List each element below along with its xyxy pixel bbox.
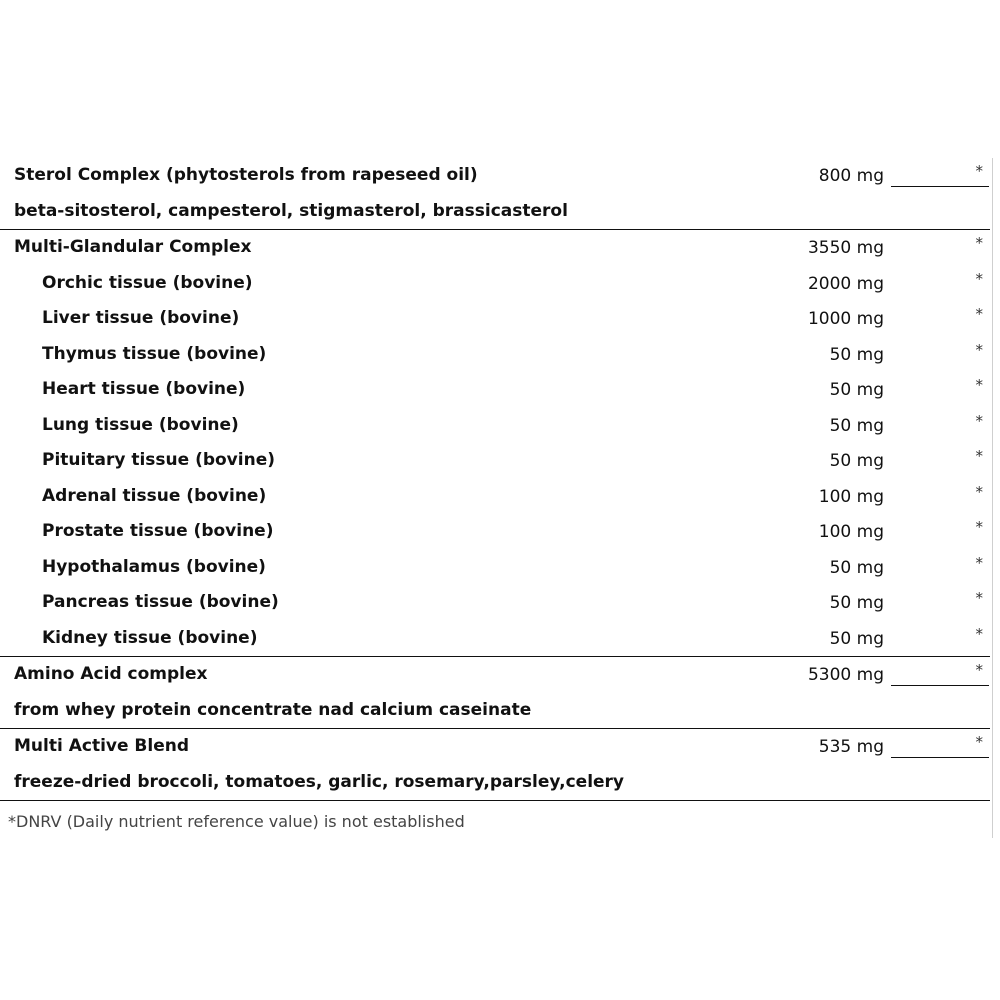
sub-ingredient-amount: 2000 mg [807, 273, 884, 294]
sub-ingredient-amount: 1000 mg [807, 309, 884, 329]
sub-ingredient-name: Pancreas tissue (bovine) [42, 592, 279, 612]
ingredient-description: beta-sitosterol, campesterol, stigmasterol, brassicasterol [14, 200, 568, 221]
ingredient-description-row [0, 194, 993, 230]
sub-ingredient-row [0, 585, 993, 621]
sub-ingredient-name: Orchic tissue (bovine) [42, 272, 253, 293]
dnrv-mark: * [975, 518, 983, 536]
sub-ingredient-row [0, 479, 993, 515]
ingredient-name: Sterol Complex (phytosterols from rapeseed oil) [14, 165, 478, 185]
ingredient-amount: 3550 mg [807, 238, 884, 258]
sub-ingredient-row [0, 372, 993, 408]
supplement-facts-table [0, 158, 993, 801]
sub-ingredient-name: Lung tissue (bovine) [42, 414, 239, 435]
dnrv-mark: * [975, 411, 983, 430]
sub-ingredient-name: Pituitary tissue (bovine) [42, 450, 275, 470]
dnrv-mark: * [975, 553, 983, 572]
sub-ingredient-name: Prostate tissue (bovine) [42, 521, 274, 541]
dnrv-mark: * [975, 447, 983, 465]
sub-ingredient-amount: 50 mg [829, 415, 884, 436]
ingredient-amount: 535 mg [818, 737, 884, 757]
dnrv-mark: * [975, 624, 983, 643]
sub-ingredient-name: Liver tissue (bovine) [42, 308, 240, 328]
dnrv-mark: * [975, 162, 983, 180]
dnrv-mark: * [975, 482, 983, 501]
ingredient-amount: 5300 mg [807, 665, 884, 685]
sub-ingredient-amount: 50 mg [829, 344, 884, 365]
ingredient-description-row [0, 693, 993, 729]
sub-ingredient-amount: 100 mg [818, 486, 884, 507]
dnrv-mark: * [975, 340, 983, 359]
ingredient-description-row [0, 765, 993, 801]
sub-ingredient-name: Heart tissue (bovine) [42, 379, 246, 399]
sub-ingredient-amount: 50 mg [829, 628, 884, 649]
dnrv-mark: * [975, 269, 983, 288]
dnrv-mark: * [975, 733, 983, 751]
value-underline [891, 685, 989, 686]
sub-ingredient-row [0, 443, 993, 479]
ingredient-amount: 800 mg [818, 166, 884, 186]
dnrv-mark: * [975, 589, 983, 607]
ingredient-description: from whey protein concentrate nad calcium caseinate [14, 699, 532, 720]
sub-ingredient-name: Thymus tissue (bovine) [42, 343, 267, 364]
sub-ingredient-amount: 50 mg [829, 557, 884, 578]
dnrv-mark: * [975, 305, 983, 323]
dnrv-mark: * [975, 376, 983, 394]
sub-ingredient-name: Kidney tissue (bovine) [42, 627, 258, 648]
sub-ingredient-row [0, 301, 993, 337]
sub-ingredient-name: Hypothalamus (bovine) [42, 556, 266, 577]
sub-ingredient-row [0, 337, 993, 373]
ingredient-description: freeze-dried broccoli, tomatoes, garlic, rosemary,parsley,celery [14, 771, 625, 792]
sub-ingredient-amount: 50 mg [829, 451, 884, 471]
ingredient-name: Multi Active Blend [14, 736, 190, 756]
sub-ingredient-name: Adrenal tissue (bovine) [42, 485, 267, 506]
footnote: *DNRV (Daily nutrient reference value) is not established [8, 812, 465, 831]
ingredient-name: Amino Acid complex [14, 664, 208, 684]
sub-ingredient-row [0, 266, 993, 302]
ingredient-row [0, 230, 993, 266]
sub-ingredient-amount: 100 mg [818, 522, 884, 542]
value-underline [891, 757, 989, 758]
ingredient-row [0, 158, 993, 194]
dnrv-mark: * [975, 661, 983, 679]
ingredient-name: Multi-Glandular Complex [14, 237, 252, 257]
sub-ingredient-row [0, 550, 993, 586]
ingredient-row [0, 657, 993, 693]
ingredient-row [0, 729, 993, 765]
value-underline [891, 186, 989, 187]
dnrv-mark: * [975, 234, 983, 252]
sub-ingredient-row [0, 514, 993, 550]
sub-ingredient-row [0, 621, 993, 657]
sub-ingredient-amount: 50 mg [829, 380, 884, 400]
row-separator [0, 800, 990, 801]
sub-ingredient-row [0, 408, 993, 444]
sub-ingredient-amount: 50 mg [829, 593, 884, 613]
